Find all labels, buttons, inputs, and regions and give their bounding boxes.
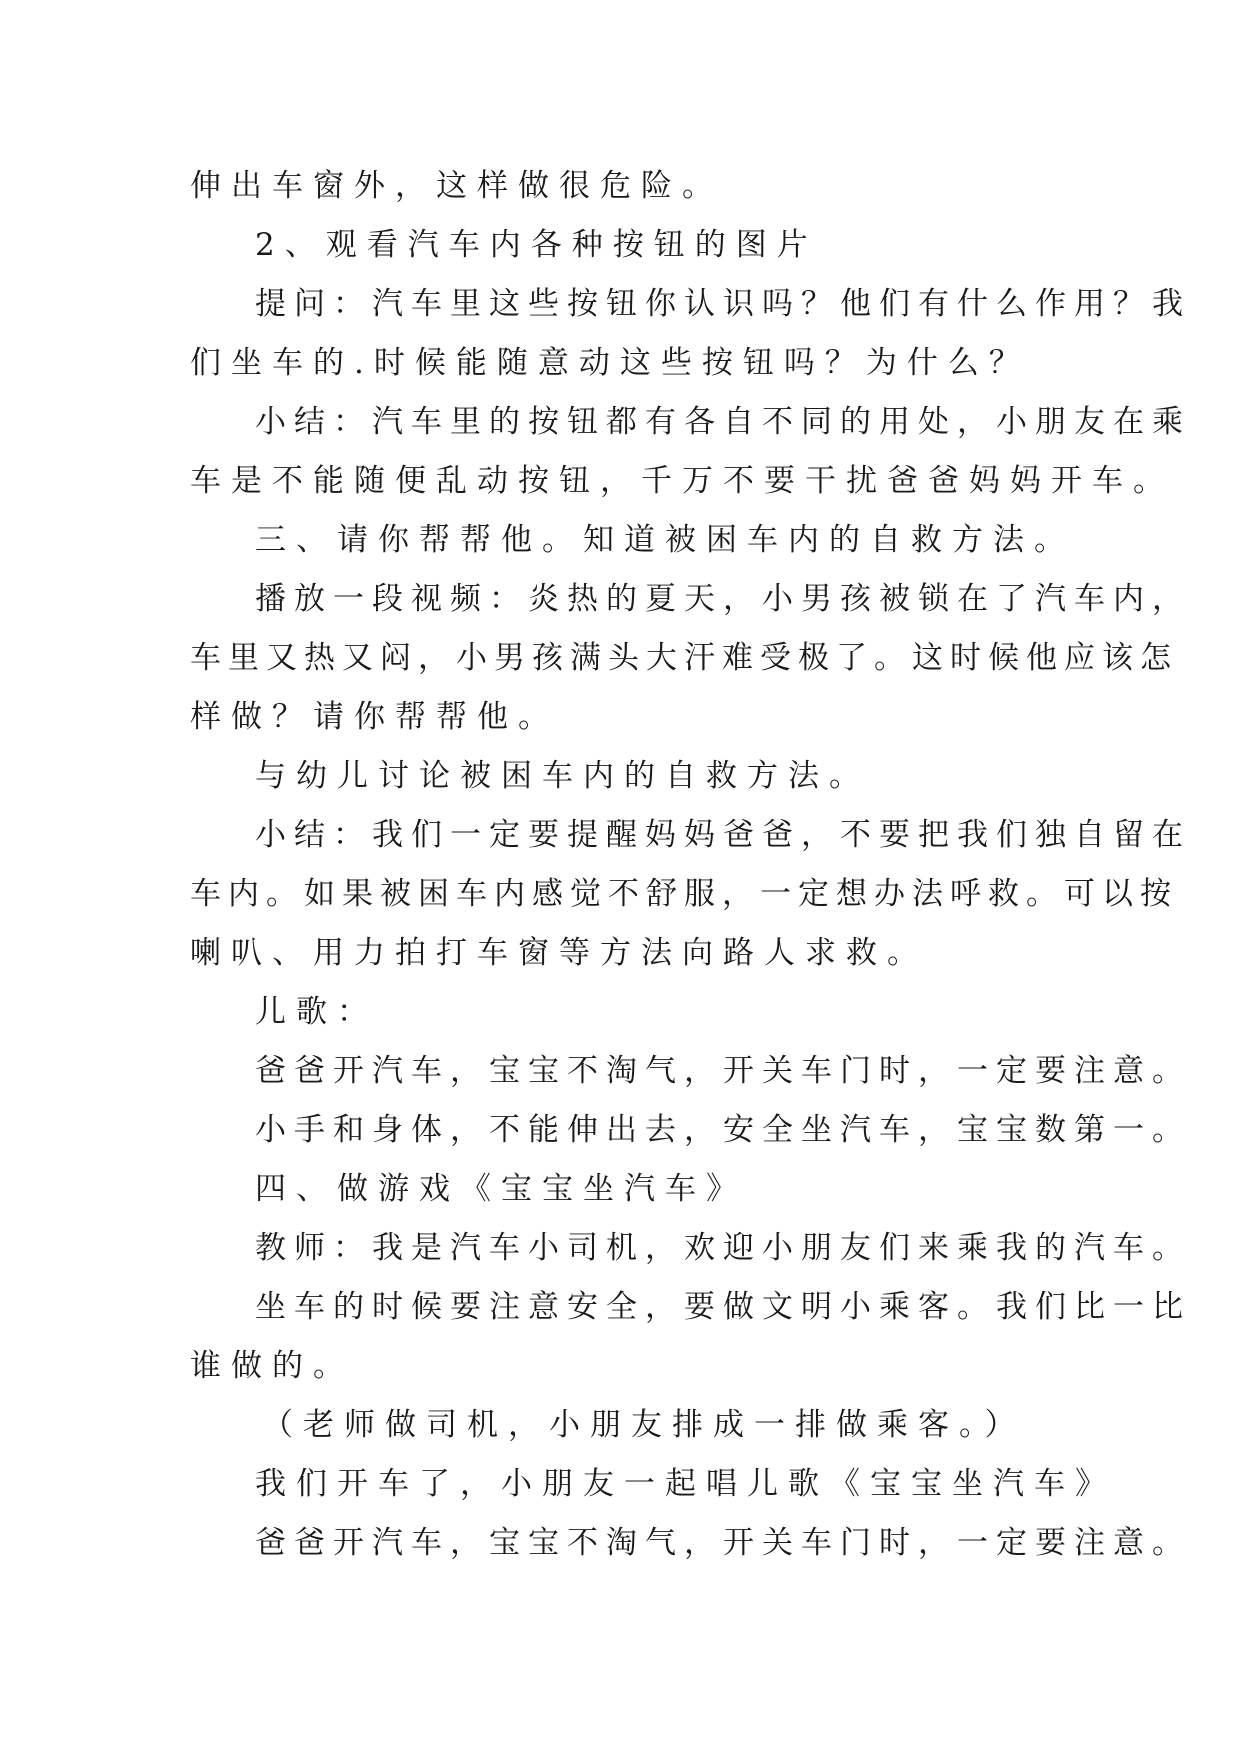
text-line: 四、做游戏《宝宝坐汽车》 bbox=[255, 1171, 747, 1207]
text-line: 车内。如果被困车内感觉不舒服，一定想办法呼救。可以按 bbox=[190, 876, 1178, 912]
text-line: 样做？请你帮帮他。 bbox=[190, 699, 559, 735]
text-line: 与幼儿讨论被困车内的自救方法。 bbox=[255, 758, 870, 794]
text-line: 小手和身体，不能伸出去，安全坐汽车，宝宝数第一。 bbox=[255, 1112, 1191, 1148]
text-line: （老师做司机，小朋友排成一排做乘客。） bbox=[262, 1407, 1026, 1443]
text-line: 们坐车的.时候能随意动这些按钮吗？为什么？ bbox=[190, 345, 1030, 381]
text-line: 车里又热又闷，小男孩满头大汗难受极了。这时候他应该怎 bbox=[190, 640, 1178, 676]
text-line: 教师：我是汽车小司机，欢迎小朋友们来乘我的汽车。 bbox=[255, 1230, 1191, 1266]
text-line: 播放一段视频：炎热的夏天，小男孩被锁在了汽车内， bbox=[255, 581, 1191, 617]
text-line: 喇叭、用力拍打车窗等方法向路人求救。 bbox=[190, 935, 928, 971]
text-line: 提问：汽车里这些按钮你认识吗？他们有什么作用？我 bbox=[255, 286, 1191, 322]
text-line: 我们开车了，小朋友一起唱儿歌《宝宝坐汽车》 bbox=[255, 1466, 1116, 1502]
text-line: 谁做的。 bbox=[190, 1348, 354, 1384]
text-line: 坐车的时候要注意安全，要做文明小乘客。我们比一比 bbox=[255, 1289, 1191, 1325]
text-line: 爸爸开汽车，宝宝不淘气，开关车门时，一定要注意。 bbox=[255, 1053, 1191, 1089]
text-line: 三、请你帮帮他。知道被困车内的自救方法。 bbox=[255, 522, 1075, 558]
text-line: 小结：我们一定要提醒妈妈爸爸，不要把我们独自留在 bbox=[255, 817, 1191, 853]
text-line: 小结：汽车里的按钮都有各自不同的用处，小朋友在乘 bbox=[255, 404, 1191, 440]
text-line: 爸爸开汽车，宝宝不淘气，开关车门时，一定要注意。 bbox=[255, 1525, 1191, 1561]
text-line: 伸出车窗外，这样做很危险。 bbox=[190, 168, 723, 204]
text-line: 2、观看汽车内各种按钮的图片 bbox=[255, 227, 818, 263]
text-line: 儿歌： bbox=[255, 994, 378, 1030]
text-line: 车是不能随便乱动按钮，千万不要干扰爸爸妈妈开车。 bbox=[190, 463, 1174, 499]
